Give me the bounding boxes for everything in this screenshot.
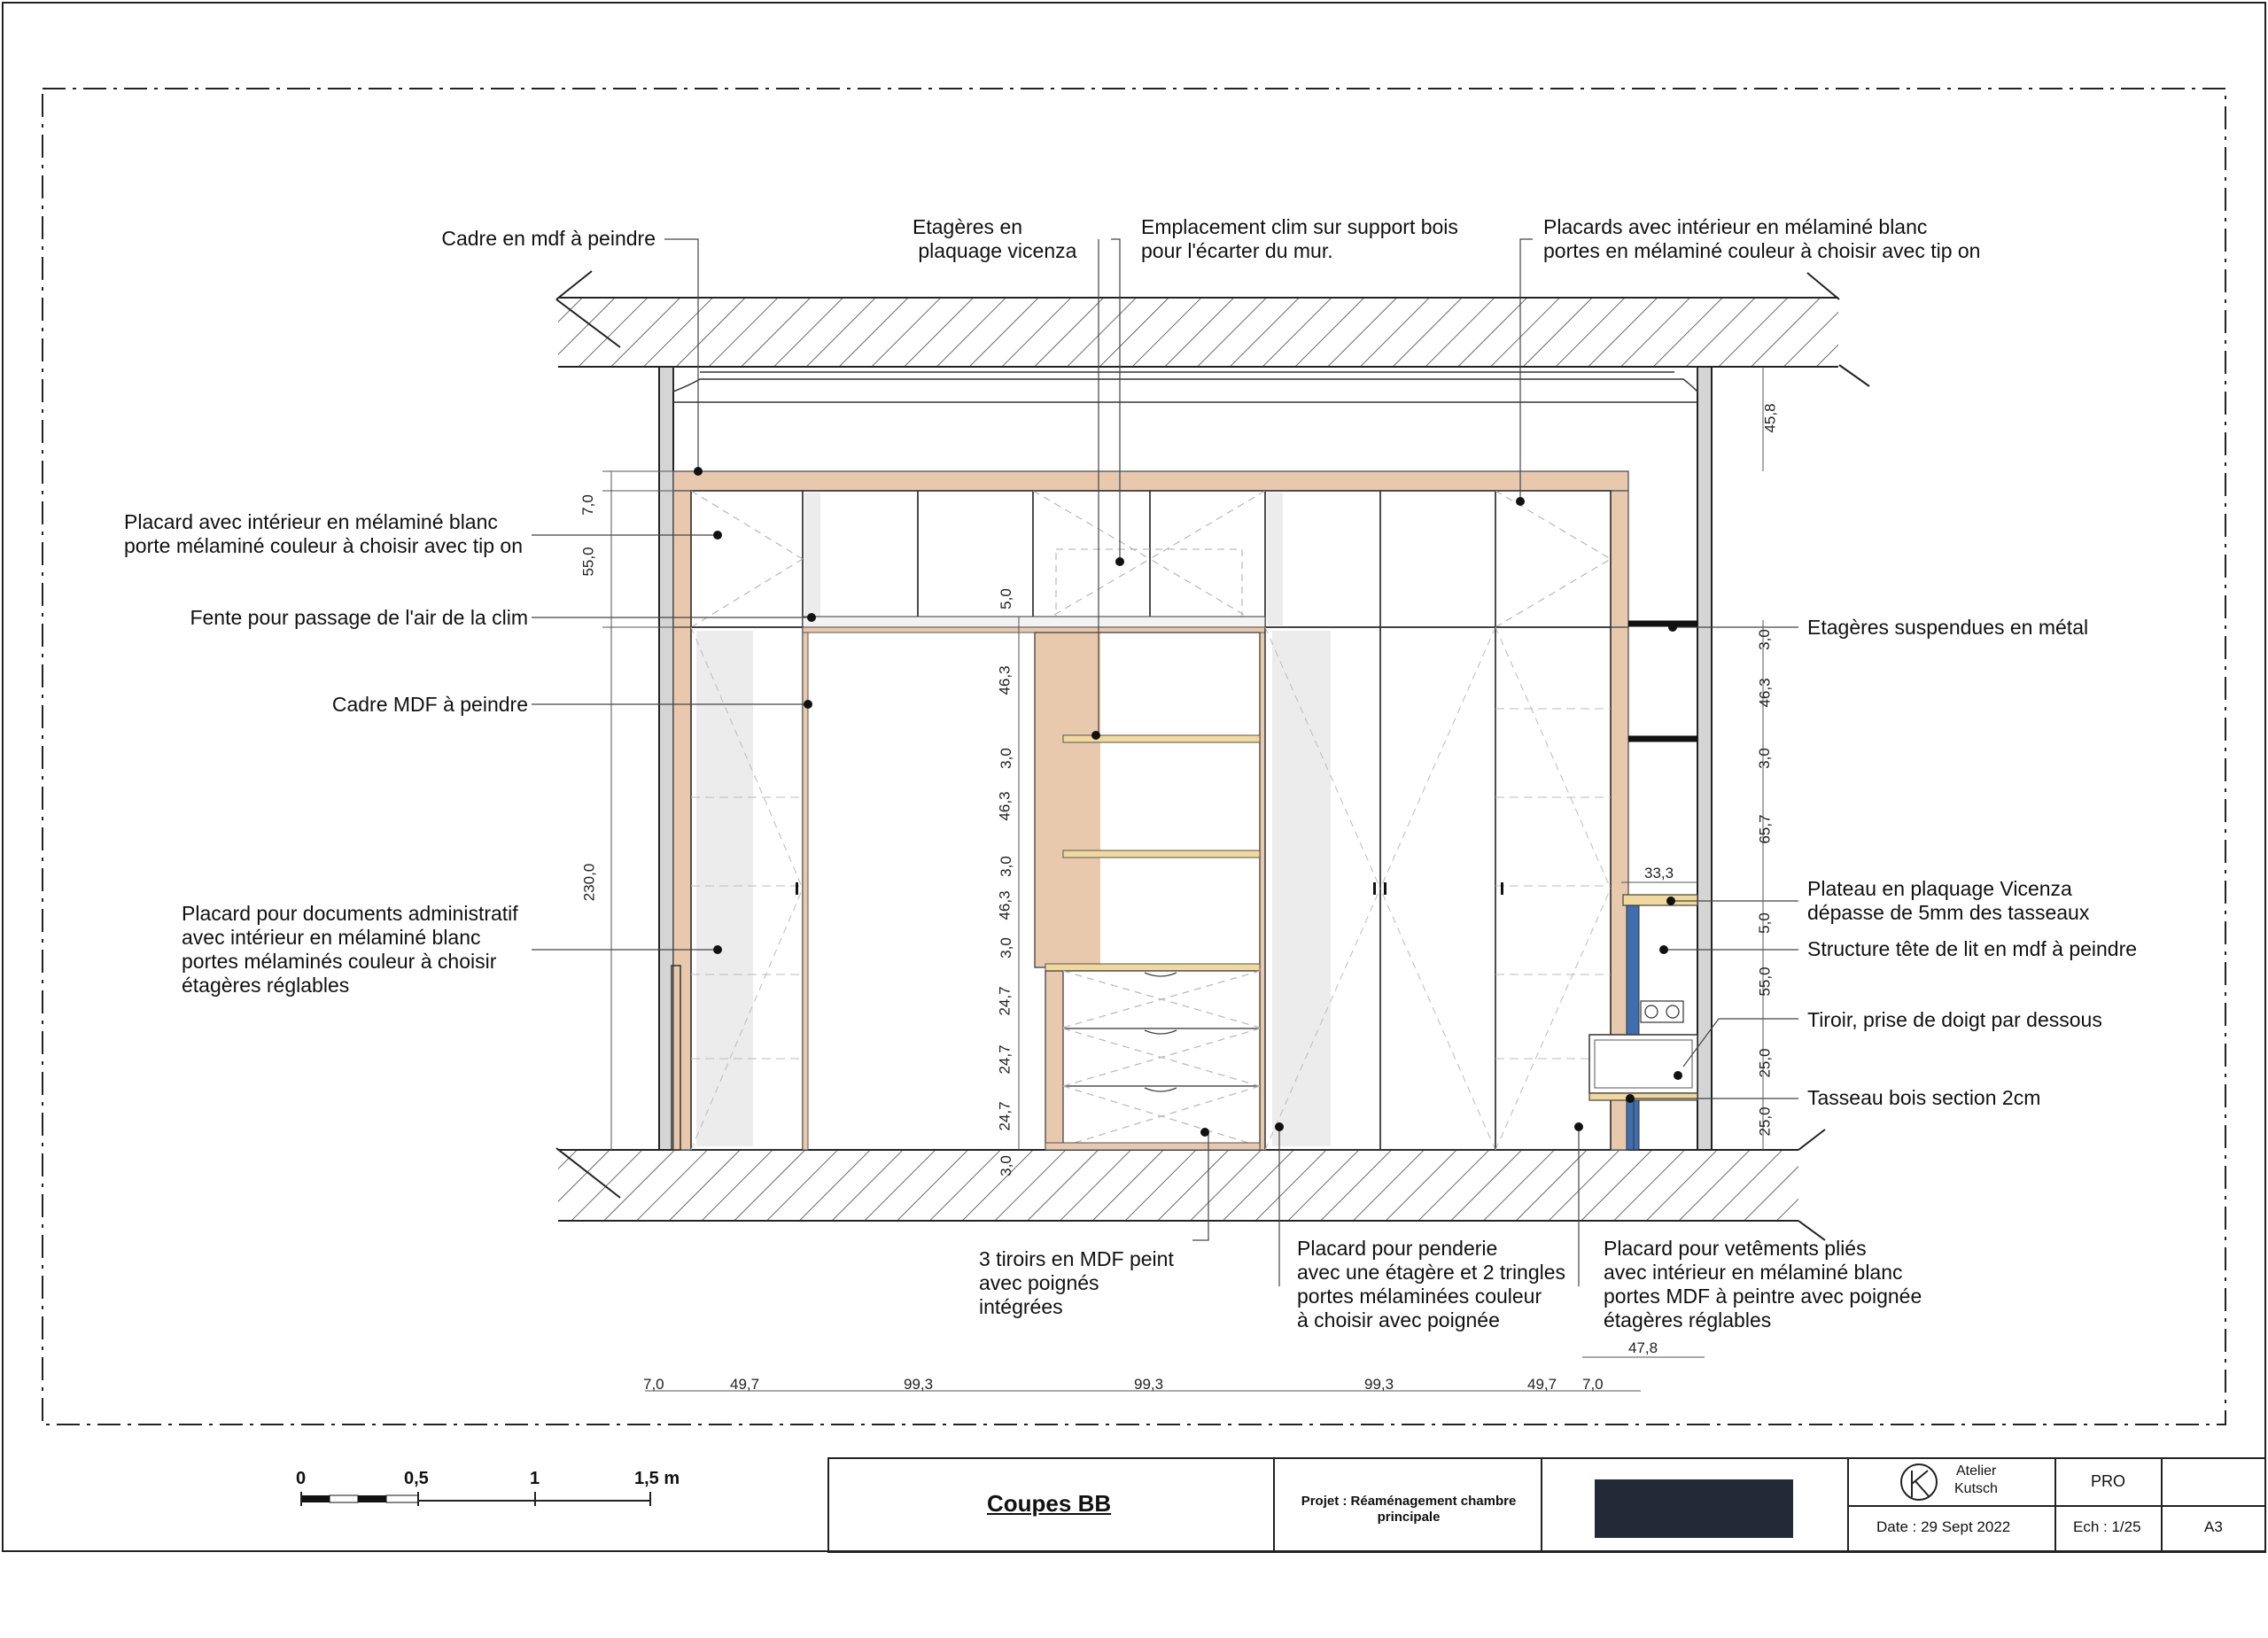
- niche-back-panel: [1035, 633, 1100, 967]
- plinth-niche: [1045, 1143, 1260, 1150]
- dim-bottom-5: 49,7: [1527, 1376, 1557, 1393]
- dim-mid-7: 24,7: [996, 986, 1014, 1016]
- label-etageres-metal: Etagères suspendues en métal: [1807, 616, 2089, 639]
- dim-mid-9: 24,7: [996, 1101, 1014, 1131]
- dim-right-3: 3,0: [1755, 748, 1773, 769]
- label-3-tiroirs: 3 tiroirs en MDF peint avec poignés intégrées: [979, 1247, 1174, 1318]
- dim-bottom-3: 99,3: [1134, 1376, 1164, 1393]
- dim-bottom-2: 99,3: [904, 1376, 934, 1393]
- bedhead-top-plate: [1623, 895, 1697, 905]
- dim-mid-5: 46,3: [996, 890, 1014, 920]
- firm-name-line1: Atelier: [1956, 1463, 1997, 1479]
- top-frame: [673, 471, 1628, 491]
- power-outlet: [1641, 1001, 1683, 1022]
- label-tiroir: Tiroir, prise de doigt par dessous: [1807, 1008, 2102, 1031]
- ceiling-slab: [556, 271, 1869, 386]
- dim-left-230: 230,0: [580, 863, 598, 902]
- dim-right-4: 65,7: [1756, 814, 1774, 844]
- dim-right-6: 55,0: [1756, 966, 1774, 997]
- label-plateau-vicenza: Plateau en plaquage Vicenza dépasse de 5mm des tasseaux: [1807, 877, 2090, 924]
- dimension-lines: [602, 367, 1763, 1391]
- dim-bottom-4: 99,3: [1364, 1376, 1394, 1393]
- dim-mid-10: 3,0: [997, 1155, 1014, 1176]
- drawer-unit: [1045, 971, 1260, 1150]
- label-vetements-plies: Placard pour vetêments pliés avec intérieur en mélaminé blanc portes MDF à peintre avec poignée étagères réglables: [1604, 1237, 1922, 1331]
- dim-horizontal-33: 33,3: [1644, 865, 1674, 881]
- phase-label: PRO: [2091, 1472, 2126, 1490]
- dim-mid-1: 46,3: [996, 665, 1014, 695]
- scale-bar: [301, 1492, 650, 1506]
- scale-label-15: 1,5 m: [634, 1469, 680, 1488]
- upper-cabinets: [691, 491, 1611, 627]
- bedside-base: [1589, 1093, 1697, 1100]
- air-slot-shelf: [803, 617, 1265, 627]
- paper-format-label: A3: [2204, 1518, 2223, 1535]
- date-label: Date : 29 Sept 2022: [1876, 1518, 2011, 1535]
- wood-batten: [1627, 1100, 1634, 1150]
- label-etageres-vicenza: Etagères en plaquage vicenza: [913, 215, 1077, 262]
- dim-right-0: 45,8: [1761, 403, 1779, 433]
- label-penderie: Placard pour penderie avec une étagère et 2 tringles portes mélaminées couleur à choisir avec poignée: [1297, 1237, 1566, 1331]
- scale-label-05: 0,5: [404, 1469, 429, 1488]
- left-tall-cabinet: [672, 627, 803, 1150]
- label-placard-documents: Placard pour documents administratif avec intérieur en mélaminé blanc portes mélaminés couleur à choisir étagères réglables: [182, 902, 518, 997]
- dim-bottom-6: 7,0: [1582, 1376, 1604, 1393]
- label-cadre-mdf: Cadre MDF à peindre: [331, 693, 528, 716]
- label-emplacement-clim: Emplacement clim sur support bois pour l'écarter du mur.: [1141, 215, 1458, 262]
- left-side-frame: [673, 491, 691, 1150]
- dim-bottom-0: 7,0: [643, 1376, 664, 1393]
- label-placards-upper-right: Placards avec intérieur en mélaminé blanc portes en mélaminé couleur à choisir avec tip on: [1543, 215, 1981, 262]
- logo-placeholder-block: [1595, 1479, 1793, 1538]
- upper-door-hatching: [691, 491, 1611, 627]
- label-placard-upper-left: Placard avec intérieur en mélaminé blanc porte mélaminé couleur à choisir avec tip on: [124, 510, 524, 557]
- dim-mid-0: 5,0: [997, 588, 1014, 609]
- right-wall: [1697, 367, 1712, 1150]
- scale-label-0: 0: [296, 1469, 307, 1488]
- scale-ratio-label: Ech : 1/25: [2073, 1518, 2141, 1535]
- dim-mid-6: 3,0: [997, 937, 1014, 959]
- label-fente-clim: Fente pour passage de l'air de la clim: [190, 606, 528, 629]
- label-structure-tete-lit: Structure tête de lit en mdf à peindre: [1807, 937, 2138, 960]
- hanging-wardrobe: [1265, 627, 1495, 1150]
- mdf-opening-frame-right: [1260, 627, 1265, 1150]
- upper-shadow: [804, 493, 820, 625]
- dim-mid-2: 3,0: [997, 748, 1014, 769]
- dim-bottom-1: 49,7: [730, 1376, 760, 1393]
- dim-mid-8: 24,7: [996, 1044, 1014, 1075]
- dim-right-1: 3,0: [1755, 629, 1773, 650]
- mdf-opening-frame-top: [803, 627, 1265, 633]
- firm-name-line2: Kutsch: [1954, 1481, 1998, 1496]
- dim-right-2: 46,3: [1756, 678, 1774, 708]
- dim-right-7: 25,0: [1756, 1048, 1774, 1078]
- scale-label-1: 1: [530, 1469, 540, 1488]
- label-cadre-mdf-top: Cadre en mdf à peindre: [441, 227, 656, 250]
- sheet-title: Coupes BB: [987, 1490, 1112, 1517]
- dim-right-8: 25,0: [1756, 1106, 1774, 1137]
- dim-mid-4: 3,0: [997, 856, 1014, 877]
- upper-shadow-2: [1267, 493, 1283, 625]
- dim-left-7: 7,0: [579, 494, 596, 516]
- drawing-frame: [43, 89, 2225, 1425]
- label-tasseau: Tasseau bois section 2cm: [1807, 1086, 2041, 1109]
- project-name: Projet : Réaménagement chambre principale: [1301, 1494, 1517, 1525]
- shelf-vicenza-3: [1045, 964, 1260, 971]
- bedside-drawer: [1589, 1035, 1697, 1093]
- cornice: [673, 367, 1697, 402]
- firm-logo-icon: [1901, 1464, 1937, 1500]
- dim-horizontal-47: 47,8: [1628, 1339, 1658, 1356]
- dim-left-55: 55,0: [579, 547, 597, 577]
- shelf-vicenza-2: [1063, 850, 1260, 858]
- dim-right-5: 5,0: [1755, 912, 1773, 934]
- dim-mid-3: 46,3: [996, 791, 1014, 821]
